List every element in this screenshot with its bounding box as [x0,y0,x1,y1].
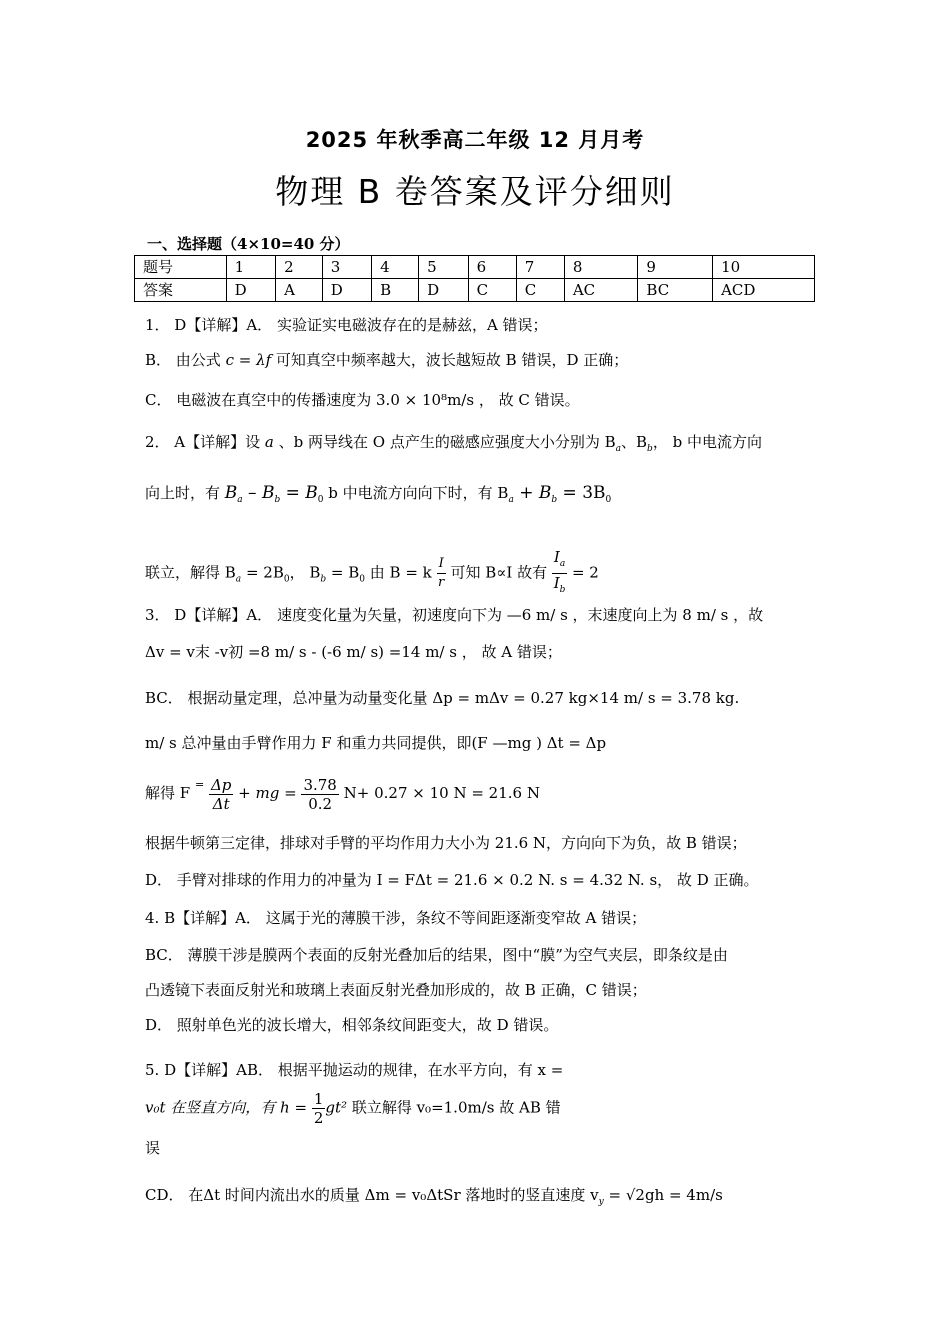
answer-line-14: 4. B【详解】A． 这属于光的薄膜干涉，条纹不等间距逐渐变窄故 A 错误； [145,909,647,927]
text-span: 、B [621,433,648,451]
text-span: = √2gh = 4m/s [603,1186,723,1204]
formula-span: B [224,483,238,503]
answer-row [135,279,815,302]
formula-span: gt² [325,1098,348,1117]
text-span: = B [326,563,360,582]
answer-line-7: 3． D【详解】A． 速度变化量为矢量，初速度向下为 —6 m/ s ，末速度向上为 8 m/ s ，故 [145,606,764,624]
question-cell: 7 [516,256,564,279]
denominator [552,574,567,599]
subscript: b [559,585,566,595]
fraction-half [312,1090,326,1127]
answer-line-12: 根据牛顿第三定律，排球对手臂的平均作用力大小为 21.6 N，方向向下为负，故 B 错误； [145,834,747,852]
subscript: 0 [283,574,290,585]
subscript: a [559,559,566,569]
numerator: I [437,555,446,574]
text-span: 、b 两导线在 O 点产生的磁感应强度大小分别为 B [273,433,616,451]
text-span: + mg = [238,784,297,802]
text-span: N+ 0.27 × 10 N = 21.6 N [338,784,540,802]
text-span: 可知真空中频率越大，波长越短故 B 错误，D 正确； [271,351,629,369]
answer-line-5 [145,483,611,510]
answer-table [134,255,815,302]
question-cell: 3 [322,256,371,279]
subscript: a [235,574,242,585]
answer-cell: BC [638,279,713,302]
subscript: b [320,574,327,585]
subscript: 0 [317,495,324,505]
text-span: CD． 在Δt 时间内流出水的质量 Δm = v₀ΔtSr 落地时的竖直速度 v [145,1186,599,1204]
answer-line-13: D． 手臂对排球的作用力的冲量为 I = FΔt = 21.6 × 0.2 N. s = 4.32 N. s， 故 D 正确。 [145,871,759,889]
text-span: b 中电流方向向下时，有 B [323,484,509,502]
answer-line-4 [145,432,762,459]
subscript: b [274,495,281,505]
section-heading: 一、选择题（4×10=40 分） [147,235,350,253]
answer-cell: ACD [713,279,815,302]
answer-line-9: BC． 根据动量定理，总冲量为动量变化量 Δp = mΔv = 0.27 kg×14 m/ s = 3.78 kg. [145,689,740,707]
denominator: 2 [313,1109,324,1127]
answer-line-20: 误 [145,1139,161,1157]
answer-cell: D [419,279,468,302]
answer-line-16: 凸透镜下表面反射光和玻璃上表面反射光叠加形成的，故 B 正确，C 错误； [145,981,647,999]
exam-subtitle: 物理 B 卷答案及评分细则 [275,172,675,211]
answer-line-18: 5. D【详解】AB． 根据平抛运动的规律，在水平方向，有 x = [145,1061,564,1079]
text-span: 由 B = k [365,563,432,582]
denominator-symbol: I [553,574,560,592]
fraction-value [301,776,338,813]
answer-line-3: C． 电磁波在真空中的传播速度为 3.0 × 10⁸m/s ， 故 C 错误。 [145,391,580,409]
answer-cell: A [276,279,323,302]
text-span: ， B [289,563,321,582]
answer-line-10: m/ s 总冲量由手臂作用力 F 和重力共同提供，即(F —mg ) Δt = Δp [145,734,607,752]
subscript: y [598,1197,604,1207]
denominator: Δt [212,794,230,813]
formula-span: – B [242,483,275,503]
equals-sign: = [194,778,205,791]
answer-line-6 [145,548,599,599]
formula-span: = B [280,483,318,503]
answer-line-2 [145,350,628,370]
text-span: 2． A【详解】设 [145,433,265,451]
answer-cell: C [516,279,564,302]
subscript: a [615,444,622,454]
answer-cell: D [322,279,371,302]
text-span: 联立解得 v₀=1.0m/s 故 AB 错 [347,1098,561,1117]
answer-cell: AC [564,279,638,302]
row-label-answer: 答案 [135,279,227,302]
subscript: a [508,495,514,505]
formula-span: a [264,433,274,451]
text-span: ， b 中电流方向 [652,433,762,451]
text-span: v₀t 在竖直方向，有 h = [145,1098,308,1117]
exam-title: 2025 年秋季高二年级 12 月月考 [305,128,645,152]
formula-span: = 3B [557,483,606,503]
numerator: 3.78 [303,775,337,794]
subscript: a [237,495,243,505]
numerator: Δp [210,775,232,794]
question-row [135,256,815,279]
row-label-question: 题号 [135,256,227,279]
answer-line-11 [145,775,540,813]
formula-span: + B [513,483,552,503]
question-cell: 1 [226,256,275,279]
numerator: 1 [313,1090,324,1108]
denominator: r [438,575,445,590]
question-cell: 5 [419,256,468,279]
text-span: = 2 [567,563,599,582]
question-cell: 6 [468,256,516,279]
text-span: = 2B [241,563,284,582]
text-span: 可知 B∝I 故有 [445,563,552,582]
subscript: b [647,444,653,454]
answer-line-1: 1． D【详解】A． 实验证实电磁波存在的是赫兹，A 错误； [145,316,548,334]
text-span: 向上时，有 [145,484,225,502]
formula-span: c = λf [225,351,272,369]
fraction-i-over-r [437,555,446,592]
answer-line-17: D． 照射单色光的波长增大，相邻条纹间距变大，故 D 错误。 [145,1016,559,1034]
question-cell: 10 [713,256,815,279]
question-cell: 4 [372,256,419,279]
answer-line-8: Δv = v末 -v初 =8 m/ s - (-6 m/ s) =14 m/ s ， 故 A 错误； [145,643,562,661]
subscript: 0 [605,495,612,505]
answer-cell: D [226,279,275,302]
text-span: 联立，解得 B [145,563,236,582]
text-span: B． 由公式 [145,351,226,369]
question-cell: 2 [276,256,323,279]
denominator: 0.2 [308,794,333,813]
subscript: 0 [359,574,366,585]
numerator-symbol: I [553,548,560,566]
fraction-ia-over-ib [552,548,567,599]
question-cell: 9 [638,256,713,279]
answer-line-21 [145,1185,723,1212]
answer-cell: C [468,279,516,302]
question-cell: 8 [564,256,638,279]
answer-line-15: BC． 薄膜干涉是膜两个表面的反射光叠加后的结果，图中“膜”为空气夹层，即条纹是由 [145,946,728,964]
answer-cell: B [372,279,419,302]
answer-line-19 [145,1090,561,1127]
fraction-dp-over-dt [209,776,233,813]
numerator [552,548,567,574]
text-span: 解得 F [145,784,195,802]
subscript: b [551,495,558,505]
